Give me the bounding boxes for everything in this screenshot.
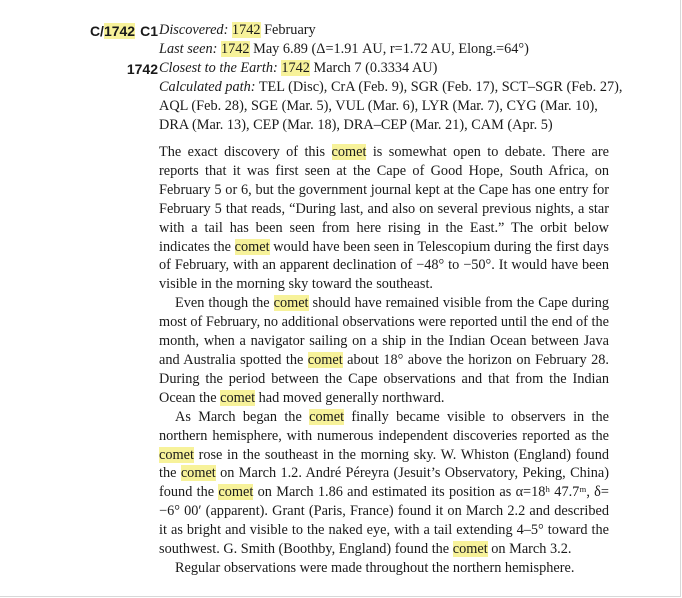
designation-year: 1742 bbox=[103, 23, 136, 39]
last-seen-value: May 6.89 (Δ=1.91 AU, r=1.72 AU, Elong.=64°) bbox=[253, 41, 529, 57]
path-line-1 bbox=[159, 78, 623, 97]
comet-designation bbox=[80, 21, 158, 41]
p2-text: should have remained visible from the Cape during most of February, no additional observations were reported until the end of the month, when a navigator sailing on a ship in the Indian Ocean between Java and Australia spotted the bbox=[159, 295, 610, 368]
highlighted-word: comet bbox=[159, 446, 194, 463]
discovered-value: February bbox=[264, 22, 316, 38]
p1-text: The exact discovery of this bbox=[159, 144, 332, 160]
p2-text: Even though the bbox=[175, 295, 274, 312]
last-seen-label: Last seen: bbox=[159, 41, 218, 57]
p3-text: on March 3.2. bbox=[487, 541, 572, 558]
designation-prefix: C/ bbox=[89, 23, 104, 39]
highlighted-word: comet bbox=[220, 389, 256, 406]
highlighted-word: comet bbox=[452, 541, 488, 558]
highlighted-word: comet bbox=[273, 295, 309, 312]
p3-text: on March 1.2. André Péreyra (Jesuit’s Observatory, Peking, China) found the bbox=[159, 465, 609, 501]
article-body bbox=[159, 143, 609, 578]
closest-label: Closest to the Earth: bbox=[159, 60, 278, 76]
year-label: 1742 bbox=[126, 61, 158, 77]
p3-text: rose in the southeast in the morning sky. W. Whiston (England) found the bbox=[159, 446, 609, 482]
path-text-1: TEL (Disc), CrA (Feb. 9), SGR (Feb. 17), SCT–SGR (Feb. 27), bbox=[258, 79, 623, 95]
p3-text: on March 1.86 and estimated its position as α=18ʰ 47.7ᵐ, δ= −6° 00′ (apparent). Grant (Paris, France) found it on March 2.2 and described it as bright and visible to the naked eye, with a tail extending 4–5° toward the southwest. G. Smith (Boothby, England) found the bbox=[159, 484, 609, 558]
highlighted-word: comet bbox=[234, 238, 270, 255]
closest-value: March 7 (0.3334 AU) bbox=[313, 60, 438, 76]
paragraph-2 bbox=[159, 294, 609, 407]
p2-text: had moved generally northward. bbox=[255, 389, 445, 406]
closest-line bbox=[159, 59, 619, 78]
p4-text: Regular observations were made throughout the northern hemisphere. bbox=[175, 559, 575, 576]
p1-text: is somewhat open to debate. There are reports that it was first seen at the Cape of Good Hope, South Africa, on February 5 or 6, but the government journal kept at the Cape has one entry for February 5 that reads, “During last, and also on several previous nights, a star with a tail has been seen from here rising in the East.” The orbit below indicates the bbox=[159, 144, 609, 255]
closest-year: 1742 bbox=[281, 60, 310, 76]
highlighted-word: comet bbox=[307, 351, 343, 368]
highlighted-word: comet bbox=[180, 465, 216, 482]
discovered-line bbox=[159, 21, 619, 40]
path-line-2: AQL (Feb. 28), SGE (Mar. 5), VUL (Mar. 6), LYR (Mar. 7), CYG (Mar. 10), bbox=[159, 98, 598, 114]
discovered-label: Discovered: bbox=[159, 22, 229, 38]
p2-text: about 18° above the horizon on February 28. During the period between the Cape observations and that from the Indian Ocean the bbox=[159, 351, 609, 406]
last-seen-year: 1742 bbox=[220, 41, 250, 57]
discovered-year: 1742 bbox=[231, 22, 261, 38]
p3-text: finally became visible to observers in the northern hemisphere, with numerous independent discoveries reported as the bbox=[159, 408, 609, 444]
highlighted-word: comet bbox=[309, 408, 345, 425]
last-seen-line bbox=[159, 40, 619, 59]
highlighted-word: comet bbox=[218, 484, 254, 501]
path-line-3: DRA (Mar. 13), CEP (Mar. 18), DRA–CEP (Mar. 21), CAM (Apr. 5) bbox=[159, 117, 553, 133]
path-label: Calculated path: bbox=[159, 79, 256, 95]
paragraph-1 bbox=[159, 143, 609, 294]
designation-suffix: C1 bbox=[140, 23, 158, 39]
paragraph-4 bbox=[159, 559, 609, 578]
highlighted-word: comet bbox=[331, 144, 367, 160]
p1-text: would have been seen in Telescopium during the first days of February, with an apparent declination of −48° to −50°. It would have been visible in the morning sky toward the southeast. bbox=[159, 238, 609, 293]
paragraph-3 bbox=[159, 408, 609, 559]
p3-text: As March began the bbox=[175, 408, 310, 425]
